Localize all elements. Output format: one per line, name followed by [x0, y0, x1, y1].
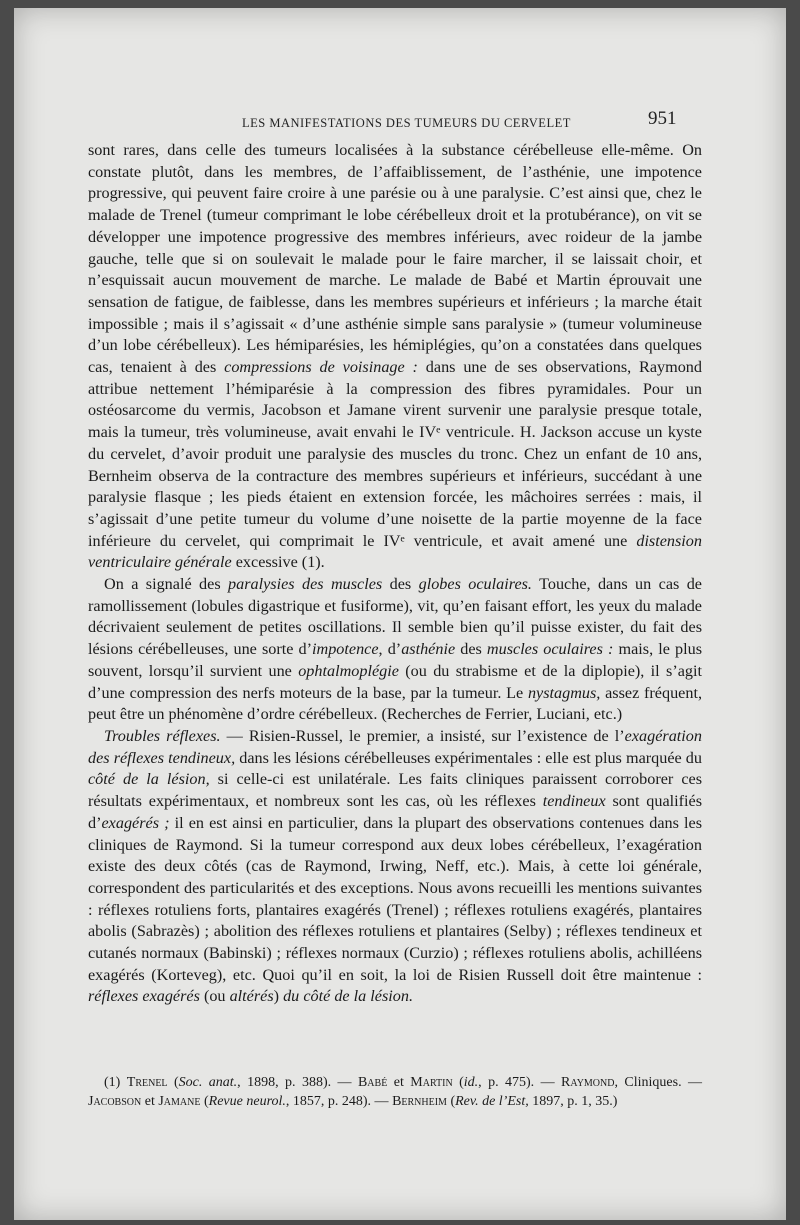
italic-run: id. — [463, 1075, 479, 1090]
text-run: des — [455, 640, 487, 659]
text-run: il en est ainsi en particulier, dans la plupart des observations contenues dans les cliniques de Raymond. Si la tumeur correspond aux deux lobes cérébelleux, l’exagération existe des deux côtés (cas de Raymond, Irwing, Neff, etc.). Mais, à cette loi générale, correspondent des particularités et des exceptions. Nous avons recueilli les mentions suivantes : réflexes rotuliens forts, plantaires exagérés (Trenel) ; réflexes rotuliens exagérés, plantaires abolis (Sabrazès) ; abolition des réflexes rotuliens et plantaires (Selby) ; réflexes tendineux et cutanés normaux (Babinski) ; réflexes normaux (Curzio) ; réflexes rotuliens abolis, achilléens exagérés (Korteveg), etc. Quoi qu’il en soit, la loi de Risien Russell doit être maintenue : — [88, 813, 702, 984]
paragraph — [88, 726, 702, 1008]
author-name: Martin — [410, 1075, 453, 1090]
paragraph — [88, 574, 702, 726]
italic-run: exagérés ; — [101, 813, 170, 832]
author-name: Bernheim — [392, 1094, 447, 1109]
text-run: des — [382, 575, 419, 594]
page-header — [118, 108, 718, 132]
italic-run: compressions de voisinage : — [224, 358, 418, 377]
paragraph — [88, 140, 702, 574]
text-run: sont rares, dans celle des tumeurs localisées à la substance cérébelleuse elle-même. On constate plutôt, dans les membres, de l’affaiblissement, de l’asthénie, une impotence progressive, qui peuvent faire croire à une parésie ou à une paralysie. C’est ainsi que, chez le malade de Trenel (tumeur comprimant le lobe cérébelleux droit et la protubérance), on vit se développer une impotence progressive des membres inférieurs, avec roideur de la jambe gauche, telle que si on soulevait le malade pour le faire marcher, il se laissait choir, et n’esquissait aucun mouvement de marche. Le malade de Babé et Martin éprouvait une sensation de fatigue, de faiblesse, dans les membres supérieurs et inférieurs ; la marche était impossible ; mais il s’agissait « d’une asthénie simple sans paralysie » (tumeur volumineuse d’un lobe cérébelleux). Les hémiparésies, les hémiplégies, qu’on a constatées dans quelques cas, tenaient à des — [88, 141, 702, 377]
italic-run: du côté de la lésion. — [283, 987, 413, 1006]
text-run: ( — [200, 1094, 209, 1109]
italic-run: ophtalmoplégie — [298, 661, 399, 680]
text-run: , d’ — [378, 640, 402, 659]
text-run: dans les lésions cérébelleuses expérimentales : elle est plus marquée du — [235, 748, 702, 767]
author-name: Trenel — [126, 1075, 168, 1090]
text-run: si celle-ci est unilatérale. Les faits cliniques paraissent corroborer ces résultats expérimentaux, et nombreux sont les cas, où les réflexes — [88, 770, 702, 811]
italic-run: globes oculaires. — [418, 575, 532, 594]
author-name: Raymond — [561, 1075, 615, 1090]
text-run: ( — [446, 1094, 456, 1109]
text-run: ) — [273, 987, 284, 1006]
italic-run: distension ventriculaire générale — [88, 531, 702, 572]
text-run: — Risien-Russel, le premier, a insisté, sur l’existence de l’ — [220, 726, 625, 745]
italic-run: asthénie — [401, 640, 456, 659]
text-run: On a signalé des — [104, 575, 229, 594]
italic-run: tendineux — [542, 792, 606, 811]
text-run: et — [387, 1075, 411, 1090]
italic-run: paralysies des muscles — [228, 575, 383, 594]
italic-run: Soc. anat. — [178, 1075, 238, 1090]
text-run: mais, le plus souvent, lorsqu’il survient une — [88, 640, 702, 680]
text-run: , Cliniques. — — [614, 1075, 702, 1090]
text-run: , 1898, p. 388). — — [237, 1075, 358, 1090]
text-run: ( — [452, 1075, 464, 1090]
author-name: Babé — [357, 1075, 388, 1090]
italic-run: impotence — [312, 640, 379, 659]
text-run: dans une de ses observations, Raymond attribue nettement l’hémiparésie à la compression des fibres pyramidales. Pour un ostéosarcome du vermis, Jacobson et Jamane virent survenir une paralysie presque totale, mais la tumeur, très volumineuse, avait envahi le IVᵉ ventricule. H. Jackson accuse un kyste du cervelet, d’avoir produit une paralysie des muscles du tronc. Chez un enfant de 10 ans, Bernheim observa de la contracture des membres supérieurs et inférieurs, succédant à une paralysie flasque ; les pieds étaient en extension forcée, les mâchoires serrées : mais, il s’agissait d’une petite tumeur du volume d’une noisette de la partie moyenne de la face inférieure du cervelet, qui comprimait le IVᵉ ventricule, et avait amené une — [88, 358, 702, 550]
text-run: 1897, p. 1, 35.) — [528, 1094, 618, 1109]
text-run: excessive (1). — [231, 553, 325, 572]
text-run: sont qualifiés d’ — [88, 792, 702, 832]
page-number: 951 — [648, 108, 677, 129]
italic-run: muscles oculaires : — [486, 640, 614, 659]
italic-run: nystagmus, — [527, 683, 601, 702]
text-run: (1) — [104, 1075, 127, 1090]
text-run: Touche, dans un cas de ramollissement (lobules digastrique et fusiforme), vit, qu’en faisant effort, les yeux du malade décrivaient seulement de petites oscillations. Il semble bien qu’il puisse exister, du fait des lésions cérébelleuses, une sorte d’ — [88, 575, 702, 659]
author-name: Jacobson — [88, 1094, 142, 1109]
text-run: , 1857, p. 248). — — [285, 1094, 393, 1109]
text-run: , p. 475). — — [478, 1075, 562, 1090]
text-run: ( — [167, 1075, 179, 1090]
running-head: LES MANIFESTATIONS DES TUMEURS DU CERVELET — [242, 116, 571, 130]
text-run: assez fréquent, peut être un phénomène d’ordre cérébelleux. (Recherches de Ferrier, Luciani, etc.) — [88, 683, 702, 724]
body-text — [88, 140, 702, 1008]
italic-run: exagération des réflexes tendineux, — [88, 726, 702, 767]
author-name: Jamane — [158, 1094, 201, 1109]
italic-run: réflexes exagérés — [88, 987, 200, 1006]
italic-run: Troubles réflexes. — [104, 726, 221, 745]
footnote — [88, 1073, 702, 1111]
italic-run: Rev. de l’Est, — [455, 1094, 529, 1109]
text-run: (ou — [199, 987, 230, 1006]
italic-run: côté de la lésion, — [88, 770, 210, 789]
text-run: (ou du strabisme et de la diplopie), il s’agit d’une compression des nerfs moteurs de la base, par la tumeur. Le — [88, 661, 702, 702]
text-run: et — [141, 1094, 159, 1109]
italic-run: Revue neurol. — [208, 1094, 286, 1109]
italic-run: altérés — [229, 987, 274, 1006]
